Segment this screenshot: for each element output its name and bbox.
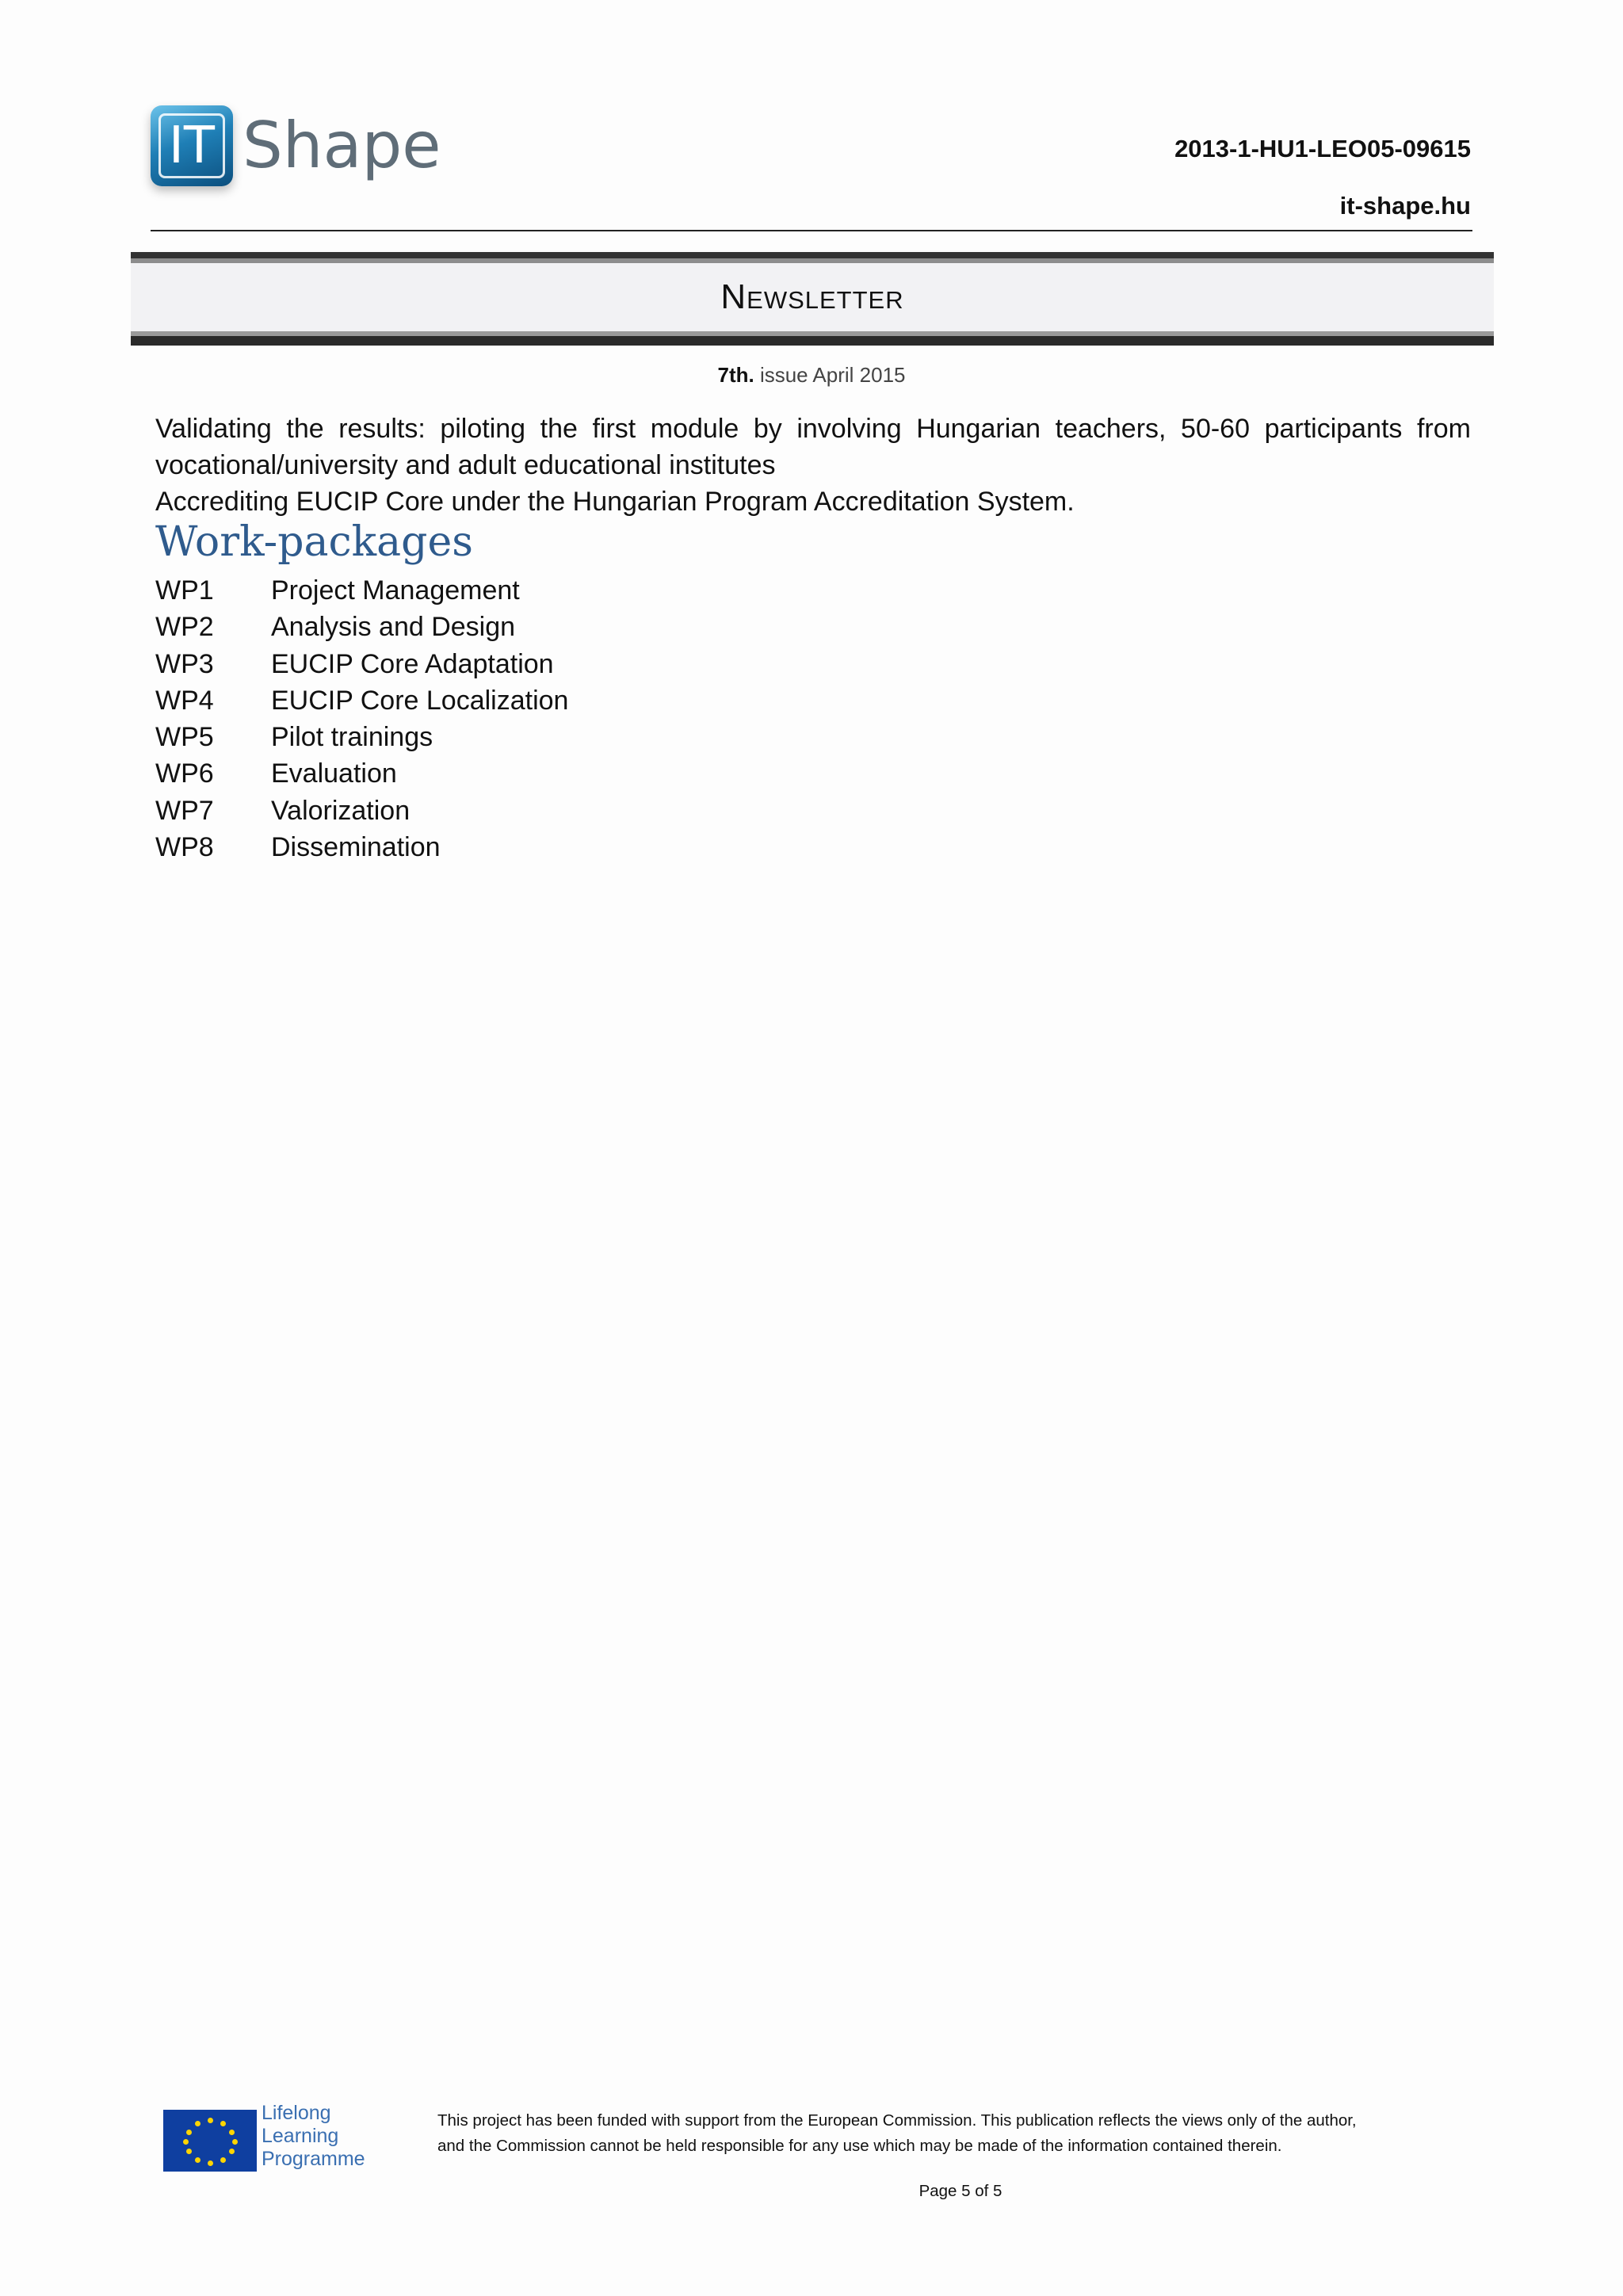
wp-code: WP6	[155, 758, 214, 789]
list-item	[155, 719, 568, 755]
logo-mark	[151, 105, 233, 186]
wp-code: WP3	[155, 648, 214, 679]
body-paragraph-accrediting: Accrediting EUCIP Core under the Hungarian Program Accreditation System.	[155, 487, 1075, 517]
issue-number: 7th.	[717, 363, 754, 387]
wp-name: Pilot trainings	[271, 722, 433, 753]
banner-border-top	[131, 252, 1494, 258]
section-title-work-packages: Work-packages	[155, 518, 473, 566]
list-item	[155, 646, 568, 682]
wp-code: WP2	[155, 612, 214, 643]
website-label: it-shape.hu	[1339, 192, 1471, 220]
wp-name: Analysis and Design	[271, 612, 516, 643]
wp-code: WP1	[155, 575, 214, 606]
lifelong-learning-logo	[163, 2102, 393, 2175]
wp-code: WP4	[155, 685, 214, 716]
programme-line-1: Lifelong	[262, 2102, 331, 2124]
wp-name: Evaluation	[271, 758, 397, 789]
list-item	[155, 682, 568, 719]
banner-title: Newsletter	[720, 277, 904, 316]
eu-flag-icon	[163, 2110, 257, 2172]
list-item	[155, 755, 568, 792]
funding-disclaimer	[437, 2108, 1484, 2159]
page-number: Page 5 of 5	[918, 2182, 1002, 2200]
wp-code: WP5	[155, 722, 214, 753]
wp-name: Valorization	[271, 795, 411, 826]
list-item	[155, 572, 568, 609]
wp-name: Dissemination	[271, 832, 441, 863]
header-divider	[151, 230, 1472, 231]
wp-code: WP7	[155, 795, 214, 826]
logo-mark-text: IT	[158, 113, 225, 178]
project-code: 2013-1-HU1-LEO05-09615	[1174, 135, 1471, 162]
disclaimer-line-2: and the Commission cannot be held responsible for any use which may be made of the information contained therein.	[437, 2137, 1282, 2155]
banner-border-bottom	[131, 336, 1494, 346]
newsletter-banner	[131, 263, 1494, 331]
work-packages-list	[155, 572, 568, 865]
wp-code: WP8	[155, 832, 214, 863]
programme-line-2: Learning	[262, 2125, 339, 2147]
it-shape-logo	[151, 101, 441, 197]
body-text	[155, 411, 1471, 520]
wp-name: Project Management	[271, 575, 520, 606]
logo-wordmark: Shape	[242, 109, 441, 182]
disclaimer-line-1: This project has been funded with support from the European Commission. This publication reflects the views only of the author,	[437, 2111, 1357, 2130]
programme-line-3: Programme	[262, 2148, 365, 2170]
wp-name: EUCIP Core Adaptation	[271, 648, 554, 679]
list-item	[155, 609, 568, 645]
issue-line	[0, 363, 1623, 388]
issue-date: issue April 2015	[754, 363, 906, 387]
list-item	[155, 793, 568, 829]
body-paragraph-validating: Validating the results: piloting the first module by involving Hungarian teachers, 50-60 participants from vocational/university and adult educational institutes	[155, 414, 1471, 480]
programme-name	[262, 2102, 365, 2171]
wp-name: EUCIP Core Localization	[271, 685, 569, 716]
list-item	[155, 829, 568, 865]
